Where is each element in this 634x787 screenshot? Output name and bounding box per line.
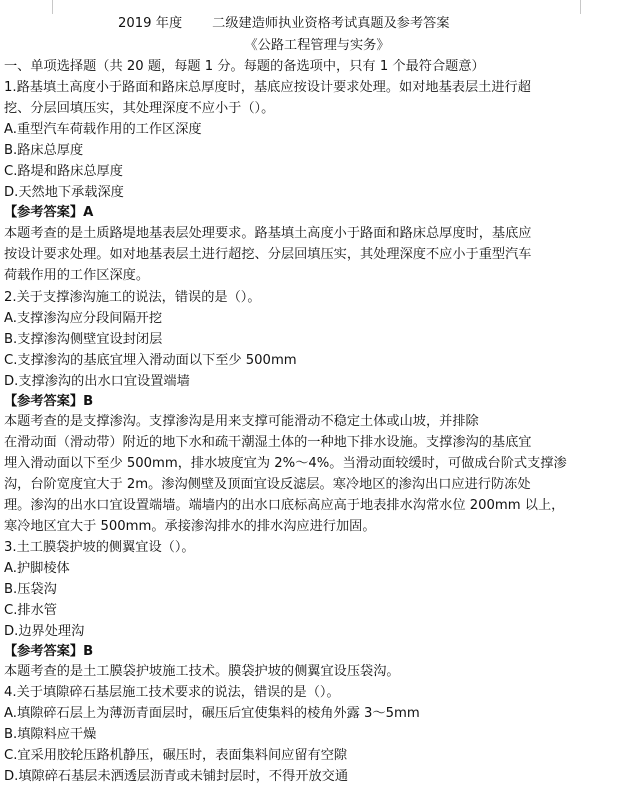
- option: D.天然地下承载深度: [4, 185, 124, 200]
- explanation: 沟，台阶宽度宜大于 2m。渗沟侧壁及顶面宜设反滤层。寒冷地区的渗沟出口应进行防冻处: [4, 477, 531, 492]
- explanation: 本题考查的是土工膜袋护坡施工技术。膜袋护坡的侧翼宜设压袋沟。: [4, 664, 400, 679]
- option: C.路堤和路床总厚度: [4, 164, 123, 179]
- answer: 【参考答案】A: [4, 205, 94, 220]
- header-line: [118, 14, 630, 34]
- crop-mark-right: [580, 0, 581, 14]
- option: C.支撑渗沟的基底宜埋入滑动面以下至少 500mm: [4, 353, 297, 368]
- option: D.边界处理沟: [4, 624, 85, 639]
- answer: 【参考答案】B: [4, 644, 94, 659]
- question-stem: 4.关于填隙碎石基层施工技术要求的说法，错误的是（）。: [4, 685, 340, 700]
- option: B.路床总厚度: [4, 143, 84, 158]
- explanation: 埋入滑动面以下至少 500mm，排水坡度宜为 2%～4%。当滑动面较缓时，可做成台阶式支撑渗: [4, 456, 567, 471]
- crop-mark-left: [52, 0, 53, 14]
- option: A.重型汽车荷载作用的工作区深度: [4, 122, 202, 137]
- section-heading: 一、单项选择题（共 20 题，每题 1 分。每题的备选项中，只有 1 个最符合题意）: [4, 59, 485, 74]
- question-stem: 3.土工膜袋护坡的侧翼宜设（）。: [4, 540, 195, 555]
- question-stem: 2.关于支撑渗沟施工的说法，错误的是（）。: [4, 290, 261, 305]
- header-subtitle: 《公路工程管理与实务》: [244, 38, 390, 53]
- option: A.支撑渗沟应分段间隔开挖: [4, 311, 163, 326]
- option: A.填隙碎石层上为薄沥青面层时，碾压后宜使集料的棱角外露 3～5mm: [4, 706, 420, 721]
- option: D.支撑渗沟的出水口宜设置端墙: [4, 374, 190, 389]
- explanation: 在滑动面（滑动带）附近的地下水和疏干潮湿土体的一种地下排水设施。支撑渗沟的基底宜: [4, 435, 532, 450]
- explanation: 荷载作用的工作区深度。: [4, 268, 150, 283]
- explanation: 本题考查的是土质路堤地基表层处理要求。路基填土高度小于路面和路床总厚度时，基底应: [4, 226, 532, 241]
- explanation: 理。渗沟的出水口宜设置端墙。端墙内的出水口底标高应高于地表排水沟常水位 200mm 以上，: [4, 498, 565, 513]
- explanation: 按设计要求处理。如对地基表层土进行超挖、分层回填压实，其处理深度不应小于重型汽车: [4, 247, 532, 262]
- header-year: 2019 年度: [118, 16, 183, 31]
- option: A.护脚棱体: [4, 561, 70, 576]
- option: C.宜采用胶轮压路机静压，碾压时，表面集料间应留有空隙: [4, 748, 348, 763]
- explanation: 寒冷地区宜大于 500mm。承接渗沟排水的排水沟应进行加固。: [4, 519, 376, 534]
- option: B.支撑渗沟侧壁宜设封闭层: [4, 332, 163, 347]
- answer: 【参考答案】B: [4, 394, 94, 409]
- option: B.压袋沟: [4, 582, 57, 597]
- option: C.排水管: [4, 603, 57, 618]
- question-stem: 挖、分层回填压实，其处理深度不应小于（）。: [4, 101, 275, 116]
- header-title: 二级建造师执业资格考试真题及参考答案: [212, 16, 450, 31]
- option: B.填隙料应干燥: [4, 727, 97, 742]
- option: D.填隙碎石基层未洒透层沥青或未铺封层时，不得开放交通: [4, 769, 349, 784]
- question-stem: 1.路基填土高度小于路面和路床总厚度时，基底应按设计要求处理。如对地基表层土进行超: [4, 80, 531, 95]
- explanation: 本题考查的是支撑渗沟。支撑渗沟是用来支撑可能滑动不稳定土体或山坡，并排除: [4, 414, 479, 429]
